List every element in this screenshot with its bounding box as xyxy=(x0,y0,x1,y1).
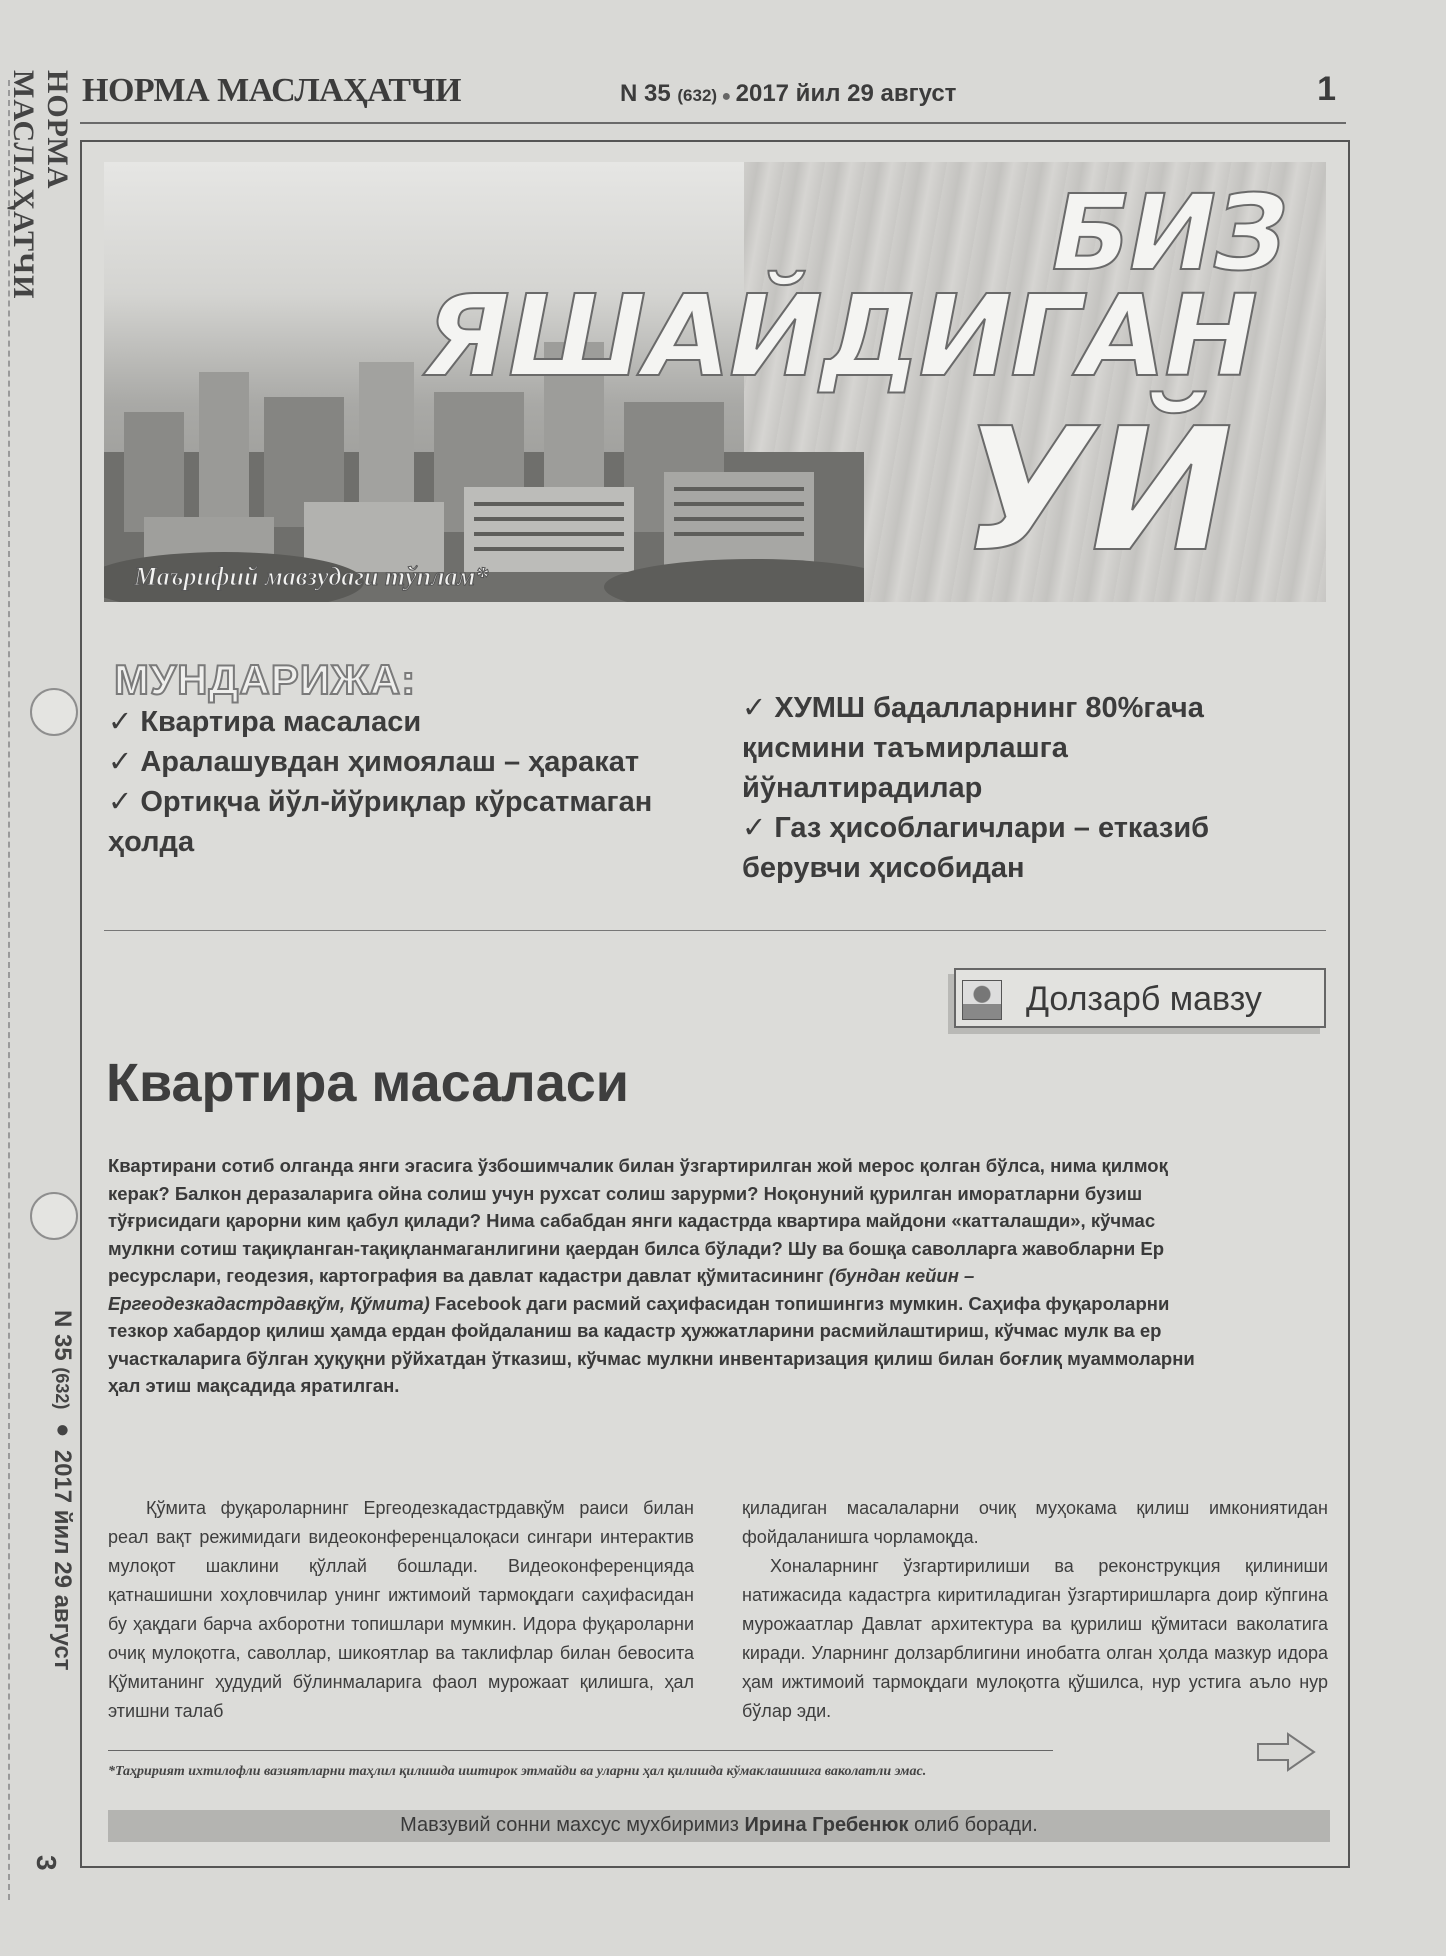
paragraph: Қўмита фуқароларнинг Ергеодезкадастрдавқўм раиси билан реал вақт режимидаги видеоконференцалоқаси сингари интерактив мулоқот шаклини қўллай бошлади. Видеоконференцияда қатнашишни хоҳловчилар унинг ижтимоий тармоқдаги саҳифасидан бу ҳақдаги барча ахборотни топишлари мумкин. Идора фуқароларни очиқ мулоқотга, саволлар, шикоятлар ва таклифлар билан бевосита Қўмитанинг ҳудудий бўлинмаларига фаол мурожаат қилишга, ҳал этишни талаб xyxy=(108,1498,694,1721)
banner-title-line3: УЙ xyxy=(961,392,1231,590)
paragraph: қиладиган масалаларни очиқ муҳокама қилиш имкониятидан фойдаланишга чорламоқда. xyxy=(742,1498,1328,1547)
issue-info: N 35 (632) ● 2017 йил 29 август xyxy=(620,80,957,107)
banner-title-line2: ЯШАЙДИГАН xyxy=(423,272,1256,402)
paragraph: Хоналарнинг ўзгартирилиши ва реконструкция қилиниши натижасида кадастрга киритиладиган ўзгартиришларга доир кўпгина мурожаатлар Давлат архитектура ва қурилиш қўмитаси ваколатига киради. Уларнинг долзарблигини инобатга олган ҳолда мазкур идора ҳам ижтимоий тармоқдаги мулоқотга қўшилса, нур устига аъло нур бўлар эди. xyxy=(742,1556,1328,1721)
article-column-1 xyxy=(108,1494,694,1726)
next-page-arrow-icon xyxy=(1256,1732,1316,1772)
credit-bar xyxy=(108,1810,1330,1842)
footnote-divider xyxy=(108,1750,1053,1751)
footnote: *Таҳририят ихтилофли вазиятларни таҳлил қилишда иштирок этмайди ва уларни ҳал қилишда кўмаклашишга ваколатли эмас. xyxy=(108,1764,927,1779)
topic-label: Долзарб мавзу xyxy=(1026,980,1262,1018)
page-header xyxy=(80,62,1346,124)
spine-title: НОРМА МАСЛАҲАТЧИ xyxy=(7,70,74,300)
content-frame xyxy=(80,140,1350,1868)
topic-label-box xyxy=(954,968,1326,1028)
banner-title-line1: БИЗ xyxy=(1051,172,1286,294)
toc-item: ✓ Газ ҳисоблагичлари – етказиб берувчи ҳисобидан xyxy=(742,812,1210,884)
toc-item: ✓ ХУМШ бадалларнинг 80%гача қисмини таъмирлашга йўналтирадилар xyxy=(742,692,1204,804)
article-column-2 xyxy=(742,1494,1328,1726)
toc-title: МУНДАРИЖА: xyxy=(114,656,417,703)
article-lead: Квартирани сотиб олганда янги эгасига ўзбошимчалик билан ўзгартирилган жой мерос қолган бўлса, нима қилмоқ керак? Балкон деразаларига ойна солиш учун рухсат солиш зарурми? Ноқонуний қурилган иморатларни бузиш тўғрисидаги қарорни ким қабул қилади? Нима сабабдан янги кадастрда квартира майдони «катталашди», кўчмас мулкни сотиш тақиқланган-тақиқланмаганлигини қаердан билса бўлади? Шу ва бошқа саволларга жавобларни Ер ресурслари, геодезия, картография ва давлат кадастри давлат қўмитасининг (бундан кейин – Ергеодезкадастрдавқўм, Қўмита) Facebook даги расмий саҳифасидан топишингиз мумкин. Саҳифа фуқароларни тезкор хабардор қилиш ҳамда ердан фойдаланиш ва кадастр ҳужжатларини расмийлаштириш, кўчмас мулк ва ер участкаларига бўлган ҳуқуқни рўйхатдан ўтказиш, кўчмас мулкни инвентаризация қилиш билан боғлиқ муаммоларни ҳал этиш мақсадида яратилган. xyxy=(108,1155,1195,1396)
binding-hole xyxy=(30,688,78,736)
spine-page-number: 3 xyxy=(31,1855,62,1871)
newspaper-brand: НОРМА МАСЛАҲАТЧИ xyxy=(82,72,461,109)
credit-line: Мавзувий сонни махсус мухбиримиз Ирина Гребенюк олиб боради. xyxy=(400,1814,1038,1836)
divider xyxy=(104,930,1326,931)
binding-hole xyxy=(30,1192,78,1240)
toc-item: ✓ Аралашувдан ҳимоялаш – ҳаракат xyxy=(108,746,640,778)
toc-item: ✓ Ортиқча йўл-йўриқлар кўрсатмаган ҳолда xyxy=(108,786,653,858)
spine-issue: N 35 (632) ● 2017 йил 29 август xyxy=(49,1310,76,1671)
spine-perforation xyxy=(8,80,10,1900)
toc-left-column xyxy=(108,702,668,862)
page-number: 1 xyxy=(1317,70,1336,108)
cover-banner xyxy=(104,162,1326,602)
banner-subtitle: Маърифий мавзудаги тўплам* xyxy=(134,562,489,591)
toc-right-column xyxy=(742,688,1302,888)
article-headline: Квартира масаласи xyxy=(106,1053,629,1113)
toc-item: ✓ Квартира масаласи xyxy=(108,706,422,738)
person-icon xyxy=(962,980,1002,1020)
